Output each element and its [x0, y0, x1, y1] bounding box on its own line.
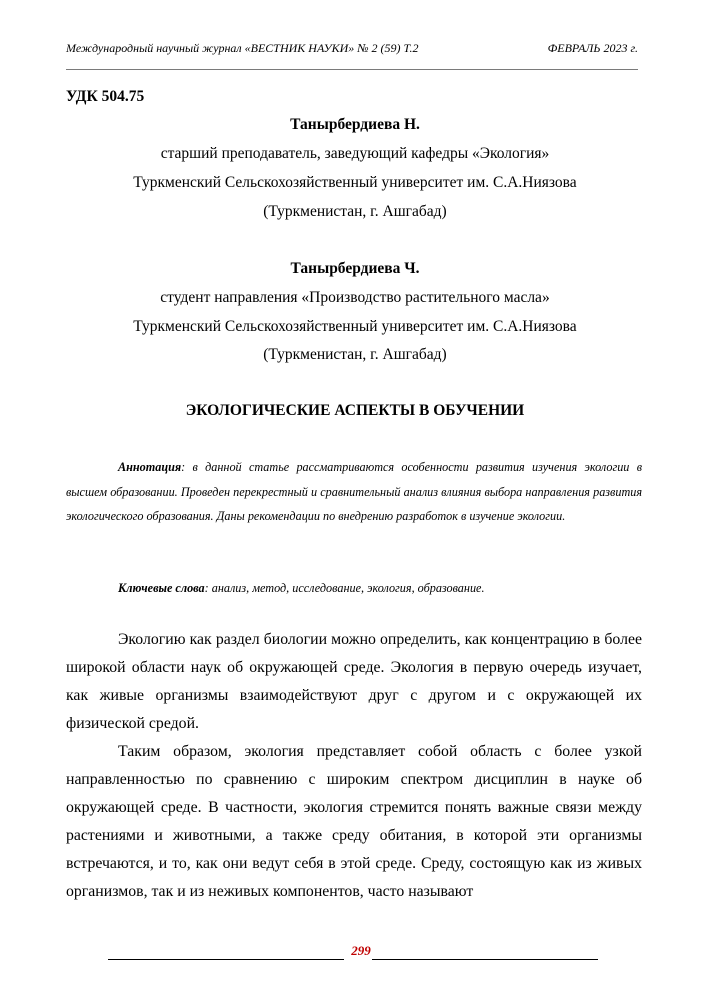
abstract-label: Аннотация [118, 460, 182, 474]
author-1-affiliation: Туркменский Сельскохозяйственный университет им. С.А.Ниязова [133, 174, 577, 191]
footer-rule-left [108, 959, 344, 960]
author-1-location: (Туркменистан, г. Ашгабад) [263, 203, 447, 220]
page-number: 299 [351, 943, 371, 958]
author-2-position: студент направления «Производство растительного масла» [160, 289, 550, 306]
page-footer [108, 941, 598, 961]
abstract [66, 455, 642, 529]
author-1-position: старший преподаватель, заведующий кафедры «Экология» [160, 145, 550, 162]
header-divider [66, 69, 638, 70]
footer-rule-right [372, 959, 598, 960]
abstract-text: : в данной статье рассматриваются особенности развития изучения экологии в высшем образовании. Проведен перекрестный и сравнительный анализ влияния выбора направления развития экологического образования. Даны рекомендации по внедрению разработок в изучение экологии. [66, 460, 642, 523]
author-2-affiliation: Туркменский Сельскохозяйственный университет им. С.А.Ниязова [133, 318, 577, 335]
keywords-label: Ключевые слова [118, 581, 205, 595]
keywords-text: : анализ, метод, исследование, экология, образование. [204, 581, 485, 595]
paragraph-2: Таким образом, экология представляет собой область с более узкой направленностью по сравнению с широким спектром дисциплин в науке об окружающей среде. В частности, экология стремится понять важные связи между растениями и животными, а также среду обитания, в которой эти организмы встречаются, и то, как они ведут себя в этой среде. Среду, состоящую как из живых организмов, так и из неживых компонентов, часто называют [66, 743, 642, 900]
article-title: ЭКОЛОГИЧЕСКИЕ АСПЕКТЫ В ОБУЧЕНИИ [185, 402, 525, 419]
author-2-name: Танырбердиева Ч. [290, 260, 420, 277]
udk-code: УДК 504.75 [66, 88, 145, 105]
running-header [66, 41, 638, 56]
journal-name: Международный научный журнал «ВЕСТНИК НАУКИ» № 2 (59) Т.2 [66, 41, 419, 55]
issue-date: ФЕВРАЛЬ 2023 г. [547, 41, 638, 55]
author-2-location: (Туркменистан, г. Ашгабад) [263, 346, 447, 363]
keywords [118, 579, 485, 597]
paragraph-1: Экологию как раздел биологии можно определить, как концентрацию в более широкой области наук об окружающей среде. Экология в первую очередь изучает, как живые организмы взаимодействуют друг с другом и с окружающей их физической средой. [66, 631, 642, 732]
author-1-name: Танырбердиева Н. [290, 116, 420, 133]
